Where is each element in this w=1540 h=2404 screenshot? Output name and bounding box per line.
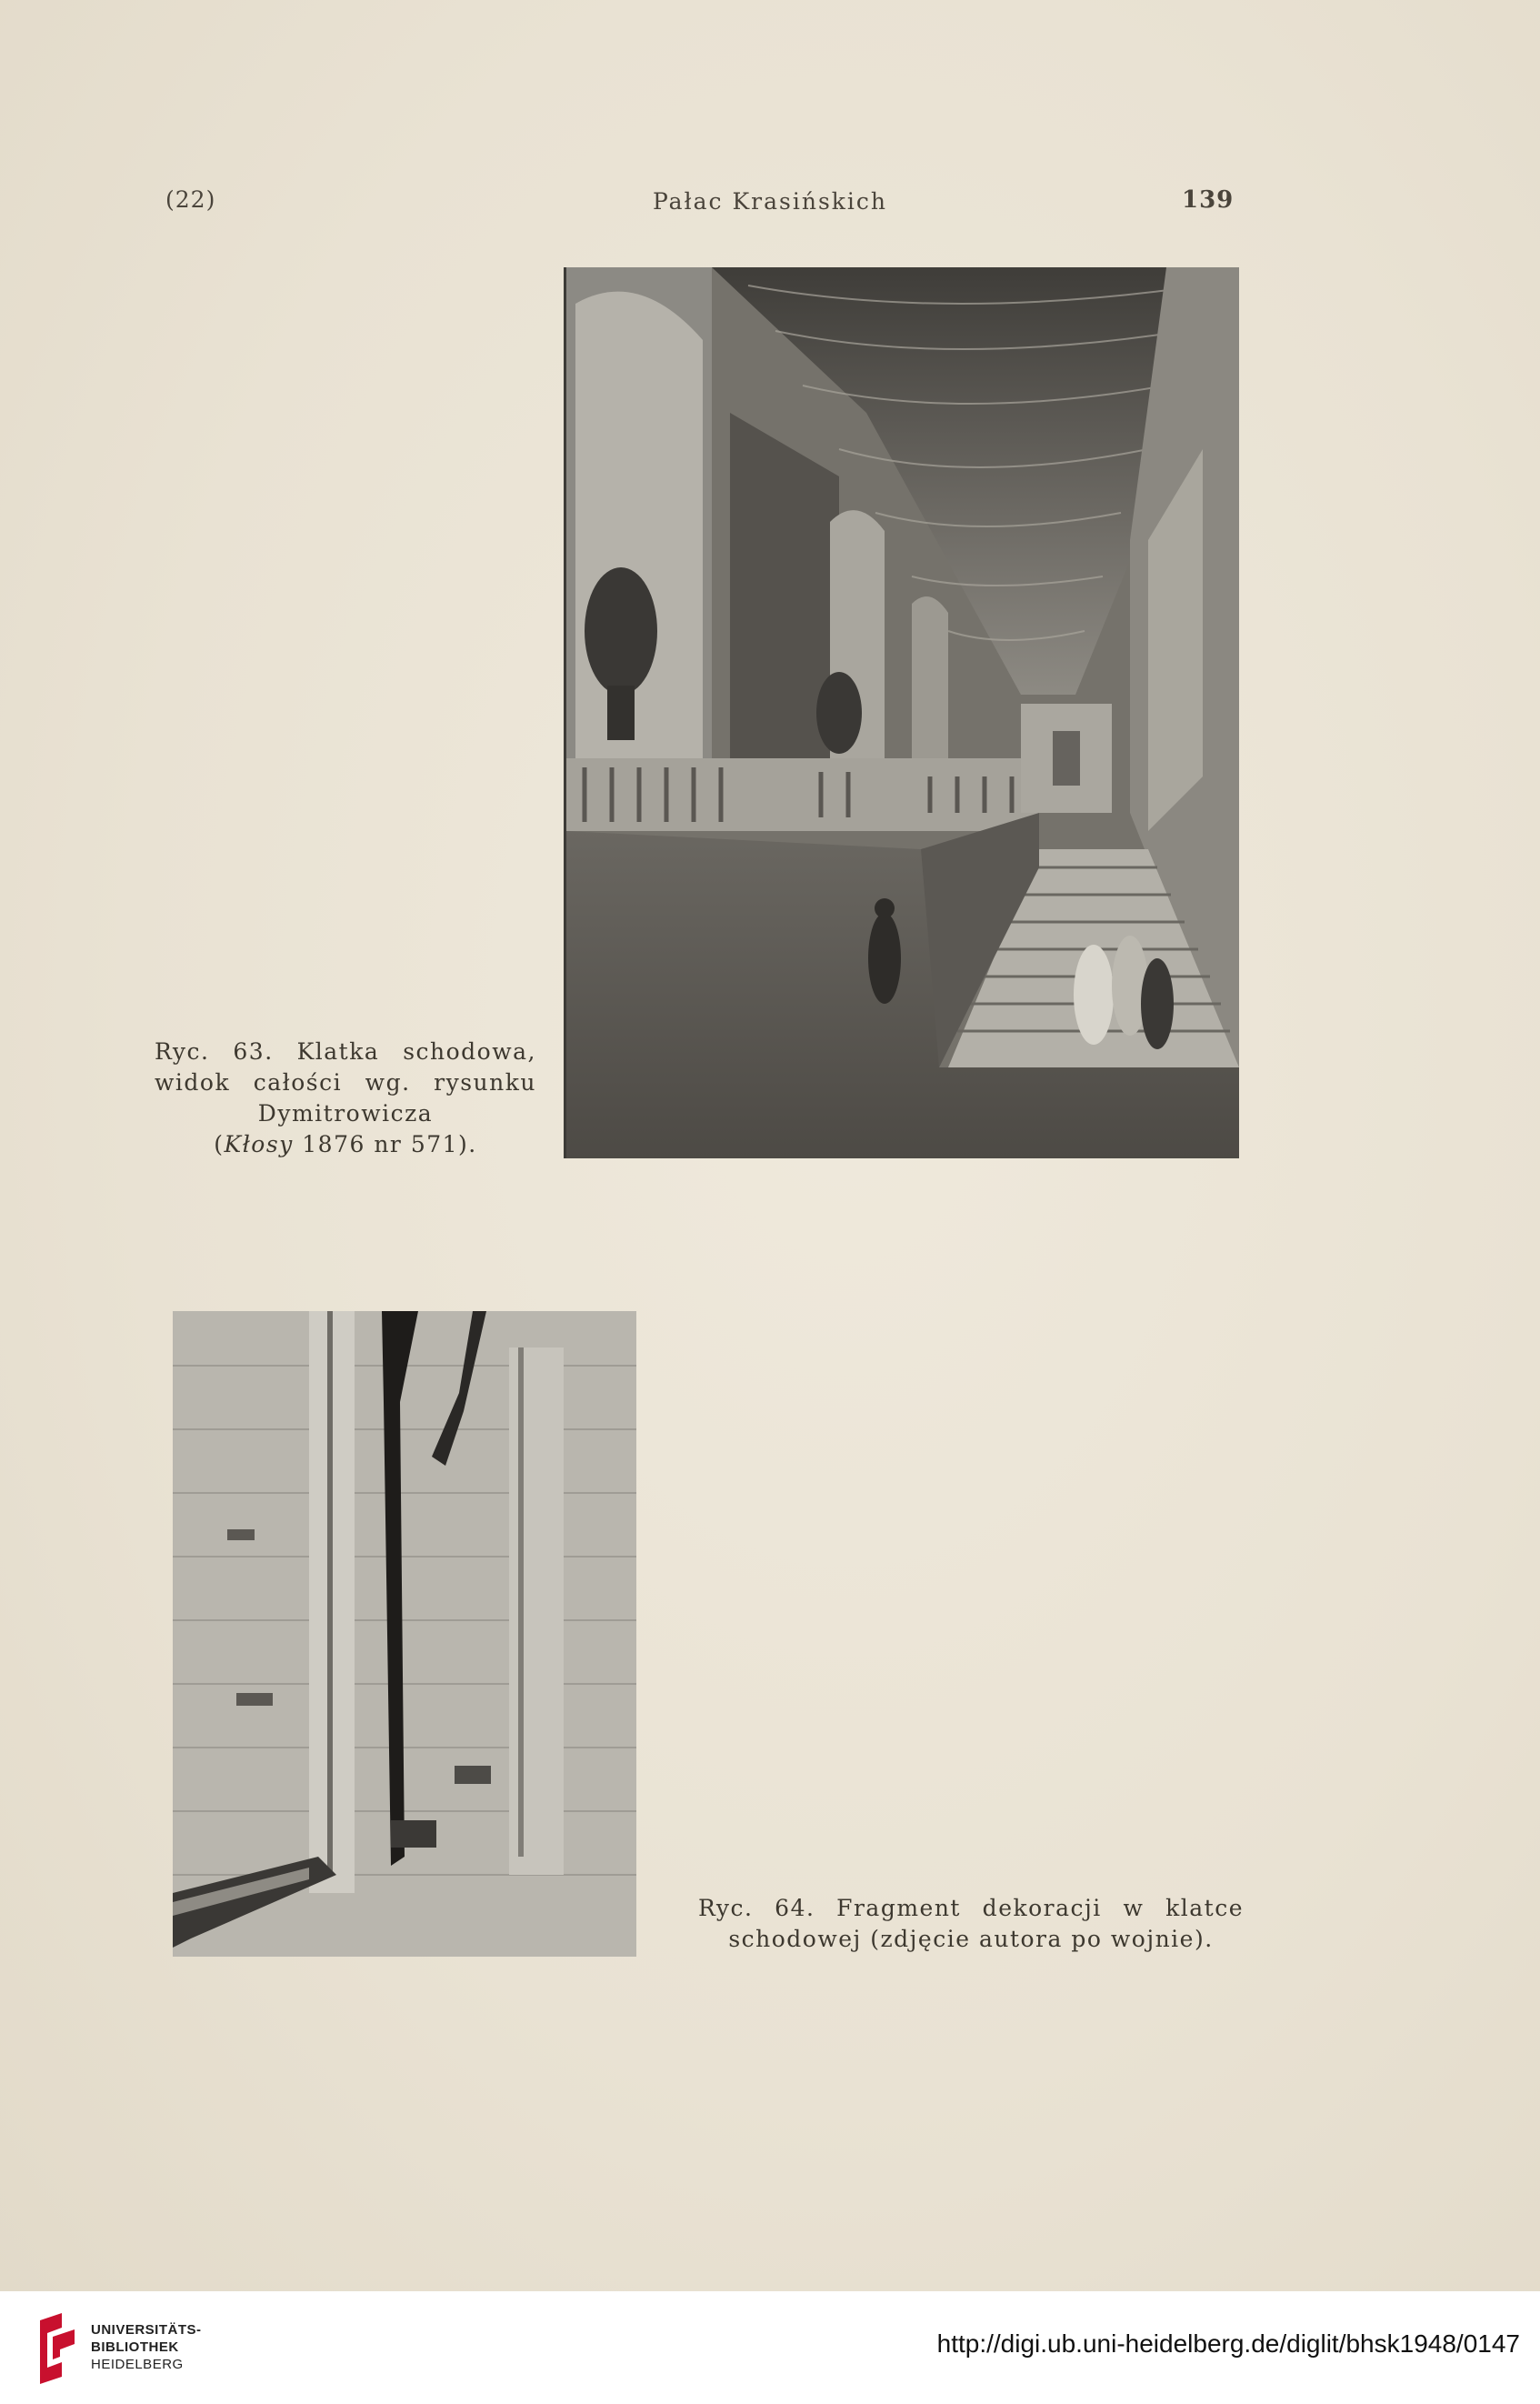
page-number: 139 [1182,186,1235,214]
caption-63-line-2: widok całości wg. rysunku [155,1069,536,1096]
library-name-line-3: HEIDELBERG [91,2357,184,2372]
wall-fragment-photo [173,1311,636,1957]
caption-63-source-open: ( [214,1131,225,1157]
permalink-url[interactable]: http://digi.ub.uni-heidelberg.de/diglit/bhsk1948/0147 [936,2329,1520,2358]
university-library-logo-icon [35,2311,80,2384]
caption-64-line-2: schodowej (zdjęcie autora po wojnie). [728,1926,1214,1952]
library-name-line-1: UNIVERSITÄTS- [91,2322,202,2338]
running-title: Pałac Krasińskich [652,188,888,215]
figure-63-staircase-drawing [564,267,1239,1158]
library-name-line-2: BIBLIOTHEK [91,2339,179,2355]
caption-63-source-rest: 1876 nr 571). [293,1131,477,1157]
library-name [91,2321,202,2373]
caption-63-line-1: Ryc. 63. Klatka schodowa, [155,1038,536,1065]
caption-64-line-1: Ryc. 64. Fragment dekoracji w klatce [698,1895,1244,1921]
figure-64-caption [698,1893,1244,1955]
staircase-illustration [566,267,1239,1158]
caption-63-source [155,1129,536,1160]
digitization-footer [0,2291,1540,2404]
caption-63-line-3: Dymitrowicza [257,1100,434,1127]
figure-63-caption [155,1037,536,1160]
chapter-number: (22) [165,186,216,213]
caption-63-source-title: Kłosy [224,1131,294,1157]
figure-64-wall-fragment-photo [173,1311,636,1957]
